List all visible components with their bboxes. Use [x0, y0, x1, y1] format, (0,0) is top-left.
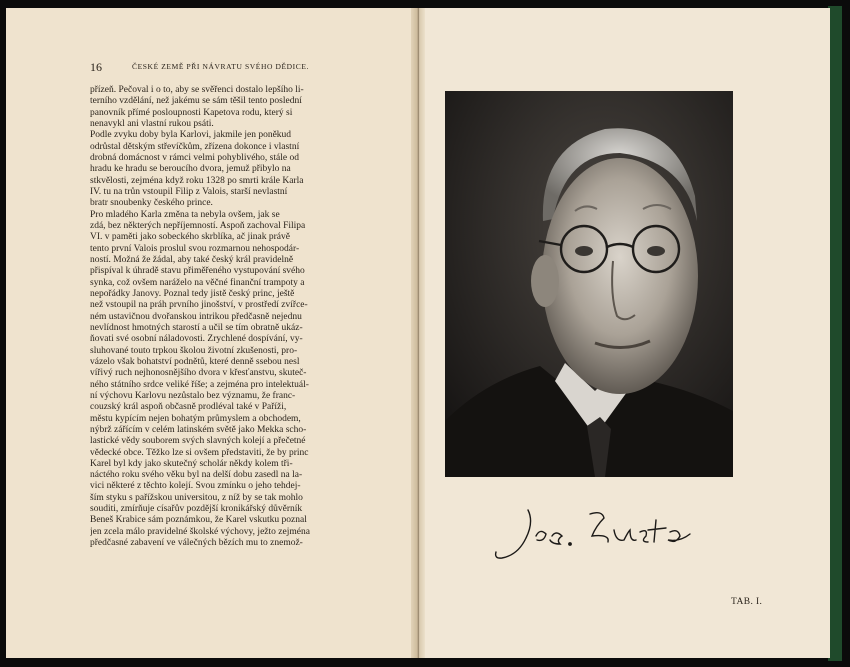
text-line: souditi, zmírňuje císařův pozdější kronikářský důvěrník	[90, 504, 303, 515]
text-line: ného státního srdce veliké říše; a zejména pro intelektuál-	[90, 379, 309, 390]
text-line: sluhované touto trpkou školou životní zkušenosti, pro-	[90, 345, 298, 356]
text-line: synka, což ovšem naráželo na věčné finanční trampoty a	[90, 277, 305, 288]
text-line: ňovati své osobní náladovosti. Zrychlené dospívání, vy-	[90, 334, 303, 345]
text-line: IV. tu na trůn vstoupil Filip z Valois, starší nevlastní	[90, 186, 288, 197]
text-line: panovník přímé posloupnosti Kapetova rodu, který si	[90, 107, 293, 118]
text-line: Podle zvyku doby byla Karlovi, jakmile jen poněkud	[90, 130, 292, 141]
text-line: vázelo však bohatství podnětů, které denně ssebou nesl	[90, 356, 300, 367]
text-line: jen zcela málo pravidelné školské výchovy, ježto zejména	[90, 526, 310, 537]
text-line: vířivý ruch nejhonosnějšího dvora v křesťanstvu, skuteč-	[90, 368, 307, 379]
text-line: ším styku s pařížskou universitou, z níž by se tak mohlo	[90, 492, 303, 503]
signature	[490, 500, 710, 570]
text-line: Beneš Krabice sám poznámkou, že Karel vskutku poznal	[90, 515, 307, 526]
text-line: odrůstal dětským střevíčkům, zřízena dokonce i vlastní	[90, 141, 300, 152]
portrait-image	[445, 91, 733, 477]
text-line: nevlídnost hmotných starostí a učil se tím obratně ukáz-	[90, 322, 303, 333]
text-line: přízeň. Pečoval i o to, aby se svěřenci dostalo lepšího li-	[90, 85, 304, 95]
text-line: tento první Valois proslul svou rozmarnou nehospodár-	[90, 243, 300, 254]
text-line: terního vzdělání, než jakému se sám těšil tento poslední	[90, 96, 302, 107]
text-line: bratr snoubenky českého prince.	[90, 198, 213, 209]
book-edge	[828, 6, 842, 661]
text-line: VI. v paměti jako sobeckého skrblíka, ač jinak právě	[90, 232, 290, 243]
text-line: předčasné zabavení ve válečných bězích mu to znemož-	[90, 538, 303, 549]
text-line: hradu ke hradu se beroucího dvora, jemuž přibylo na	[90, 164, 291, 175]
text-line: couzský král aspoň občasně prodléval také v Paříži,	[90, 402, 287, 413]
text-line: nýbrž zářícím v celém latinském světě jako Mekka scho-	[90, 424, 307, 435]
text-line: Karel byl kdy jako skutečný scholár někdy kolem tři-	[90, 458, 293, 469]
book-gutter	[411, 8, 425, 658]
body-text	[90, 85, 385, 549]
text-line: lastické vědy souborem svých slavných kolejí a přečetné	[90, 436, 306, 447]
page-header	[90, 60, 390, 76]
text-line: drobná domácnost v rámci velmi pohyblivého, stále od	[90, 152, 299, 163]
text-line: vědecké obce. Těžko lze si ovšem představiti, že by princ	[90, 447, 309, 458]
text-line: než vstoupil na práh prvního jinošství, v prostředí zvířce-	[90, 300, 308, 311]
text-line: vici některé z těchto kolejí. Svou zmínku o jeho tehdej-	[90, 481, 301, 492]
text-line: ní výchovu Karlovu nezůstalo bez významu, že franc-	[90, 390, 296, 401]
text-line: stkvělosti, zejména když roku 1328 po smrti krále Karla	[90, 175, 304, 186]
text-line: ném ustavičnou dvořanskou intrikou předčasně nejednu	[90, 311, 302, 322]
text-line: Pro mladého Karla změna ta nebyla ovšem, jak se	[90, 209, 280, 220]
portrait-photo	[445, 91, 733, 477]
text-line: přispíval k úhradě stavu přiměřeného vystupování svého	[90, 266, 305, 277]
running-head: ČESKÉ ZEMĚ PŘI NÁVRATU SVÉHO DĚDICE.	[132, 62, 310, 71]
signature-image	[490, 500, 710, 570]
plate-label: TAB. I.	[731, 597, 763, 607]
text-line: náctého roku svého věku byl na delší dobu zasedl na la-	[90, 470, 303, 481]
text-line: nepořádky Janovy. Poznal tedy jistě český princ, ještě	[90, 288, 295, 299]
text-line: ností. Možná že žádal, aby také český král pravidelně	[90, 254, 294, 265]
text-line: městu kypícím nejen bohatým průmyslem a obchodem,	[90, 413, 301, 424]
text-line: nenavykl ani vlastní rukou psáti.	[90, 118, 214, 129]
text-line: zdá, bez některých nepříjemností. Aspoň zachoval Filipa	[90, 220, 306, 231]
page-number: 16	[90, 60, 102, 74]
